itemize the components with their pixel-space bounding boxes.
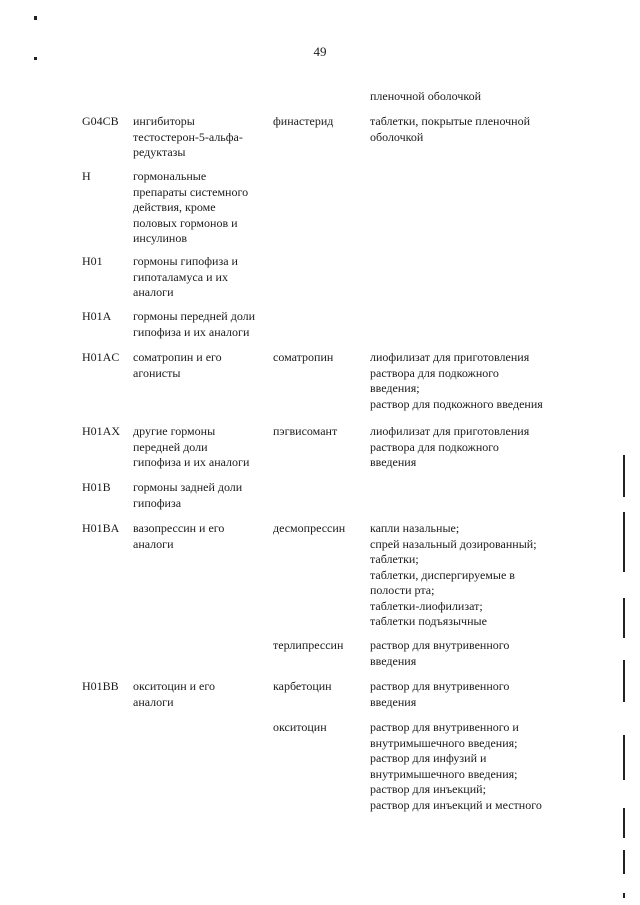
scan-mark	[34, 57, 37, 60]
dosage-form-line: таблетки, покрытые пленочной	[370, 114, 531, 128]
group-name-line: вазопрессин и его	[133, 521, 225, 535]
group-name-line: другие гормоны	[133, 424, 216, 438]
dosage-form-line: раствор для внутривенного	[370, 638, 510, 652]
group-name-line: инсулинов	[133, 231, 187, 245]
dosage-form-line: раствора для подкожного	[370, 439, 499, 454]
atc-code: H	[82, 169, 91, 183]
drug-name: десмопрессин	[273, 521, 346, 535]
group-name-line: действия, кроме	[133, 200, 216, 214]
group-name-line: аналоги	[133, 285, 174, 299]
group-name-line: гормоны задней доли	[133, 480, 243, 494]
group-name-line: соматропин и его	[133, 350, 222, 364]
atc-code: H01BB	[82, 679, 119, 693]
group-name-line: окситоцин и его	[133, 679, 216, 693]
drug-name: пэгвисомант	[273, 424, 338, 438]
group-name-line: гормональные	[133, 169, 207, 183]
dosage-form-line: внутримышечного введения;	[370, 766, 518, 781]
drug-name: окситоцин	[273, 720, 327, 734]
dosage-form-line: раствор для подкожного введения	[370, 396, 543, 411]
scan-mark	[623, 660, 625, 702]
dosage-form-line: введения	[370, 694, 417, 709]
dosage-form-line: спрей назальный дозированный;	[370, 536, 537, 551]
group-name-line: аналоги	[133, 536, 174, 551]
group-name-line: гормоны передней доли	[133, 309, 256, 323]
drug-name: терлипрессин	[273, 638, 344, 652]
dosage-form-line: таблетки подъязычные	[370, 614, 487, 628]
drug-name: финастерид	[273, 114, 334, 128]
dosage-form-line: раствор для инфузий и	[370, 751, 487, 765]
atc-code: G04CB	[82, 114, 119, 128]
dosage-form-line: раствора для подкожного	[370, 365, 499, 380]
scan-mark	[623, 850, 625, 874]
atc-code: H01A	[82, 309, 112, 323]
group-name-line: половых гормонов и	[133, 215, 238, 230]
group-name-line: гипофиза и их аналоги	[133, 455, 250, 469]
atc-code: H01B	[82, 480, 111, 494]
continued-dosage-form: пленочной оболочкой	[370, 89, 482, 103]
page-number: 49	[313, 44, 327, 59]
atc-code: H01	[82, 254, 103, 268]
dosage-form-line: полости рта;	[370, 583, 435, 597]
group-name-line: гипофиза	[133, 495, 182, 510]
scan-mark	[623, 455, 625, 497]
dosage-form-line: оболочкой	[370, 129, 424, 144]
scan-mark	[623, 598, 625, 638]
drug-name: карбетоцин	[273, 679, 332, 693]
group-name-line: ингибиторы	[133, 114, 195, 128]
scan-mark	[623, 735, 625, 780]
group-name-line: передней доли	[133, 439, 208, 454]
atc-code: H01BA	[82, 521, 120, 535]
dosage-form-line: лиофилизат для приготовления	[370, 350, 530, 364]
drug-name: соматропин	[273, 350, 334, 364]
group-name-line: агонисты	[133, 365, 181, 380]
dosage-form-line: раствор для внутривенного и	[370, 720, 519, 734]
dosage-form-line: раствор для инъекций и местного	[370, 797, 542, 812]
dosage-form-line: таблетки-лиофилизат;	[370, 598, 483, 613]
dosage-form-line: раствор для внутривенного	[370, 679, 510, 693]
group-name-line: аналоги	[133, 694, 174, 709]
group-name-line: редуктазы	[133, 145, 186, 159]
dosage-form-line: капли назальные;	[370, 521, 460, 535]
scan-mark	[623, 893, 625, 898]
group-name-line: гормоны гипофиза и	[133, 254, 238, 268]
group-name-line: гипофиза и их аналоги	[133, 324, 250, 339]
dosage-form-line: раствор для инъекций;	[370, 782, 486, 796]
dosage-form-line: таблетки;	[370, 552, 419, 566]
group-name-line: препараты системного	[133, 184, 249, 199]
group-name-line: тестостерон-5-альфа-	[133, 129, 243, 144]
dosage-form-line: лиофилизат для приготовления	[370, 424, 530, 438]
dosage-form-line: введения	[370, 455, 417, 469]
dosage-form-line: введения;	[370, 381, 420, 395]
group-name-line: гипоталамуса и их	[133, 269, 228, 284]
atc-code: H01AC	[82, 350, 120, 364]
scan-mark	[623, 512, 625, 572]
scan-mark	[623, 808, 625, 838]
dosage-form-line: таблетки, диспергируемые в	[370, 567, 515, 582]
dosage-form-line: внутримышечного введения;	[370, 735, 518, 750]
dosage-form-line: введения	[370, 653, 417, 668]
atc-code: H01AX	[82, 424, 120, 438]
scan-mark	[34, 16, 37, 20]
